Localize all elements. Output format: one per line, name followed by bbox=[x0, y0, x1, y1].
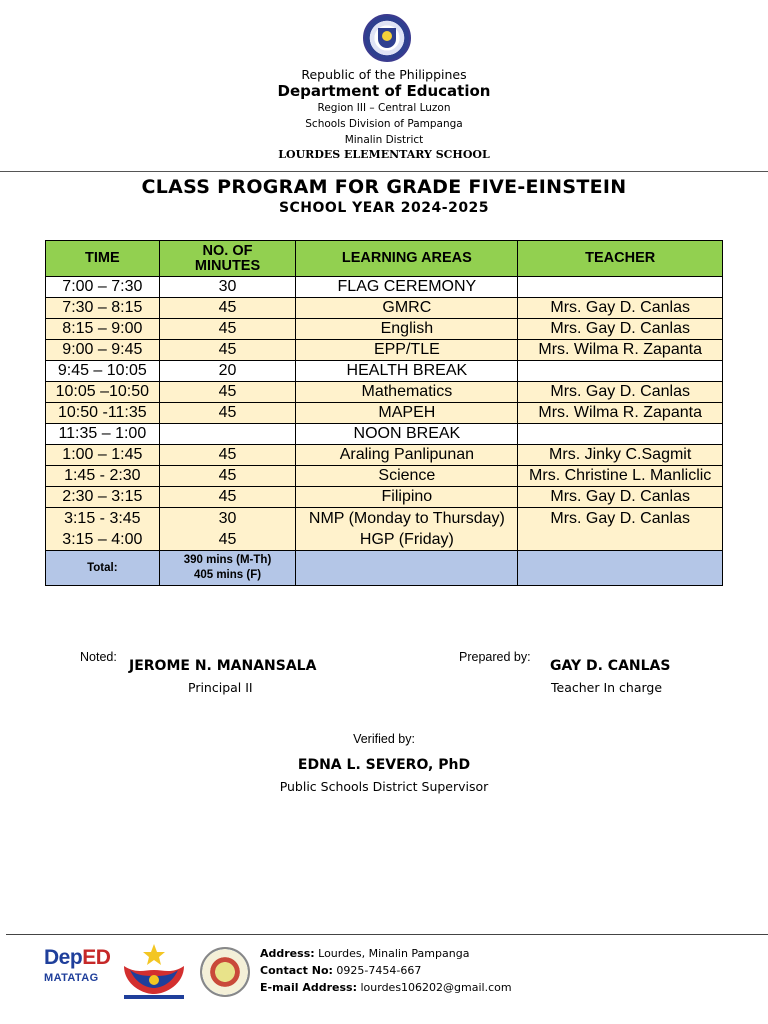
minutes-cell: 45 bbox=[159, 445, 296, 466]
learning-area-cell-line2: HGP (Friday) bbox=[359, 531, 454, 548]
contact-label: Contact No: bbox=[260, 964, 333, 977]
time-cell bbox=[46, 508, 160, 551]
teacher-cell: Mrs. Wilma R. Zapanta bbox=[518, 403, 723, 424]
email-label: E-mail Address: bbox=[260, 981, 357, 994]
verified-role: Public Schools District Supervisor bbox=[279, 779, 489, 794]
total-empty-cell bbox=[296, 551, 518, 586]
footer-email bbox=[260, 981, 512, 994]
teacher-cell bbox=[518, 508, 723, 551]
school-seal-icon bbox=[200, 947, 250, 997]
time-cell: 2:30 – 3:15 bbox=[46, 487, 160, 508]
learning-area-cell: FLAG CEREMONY bbox=[296, 277, 518, 298]
teacher-cell: Mrs. Wilma R. Zapanta bbox=[518, 340, 723, 361]
table-header-row bbox=[46, 241, 723, 277]
table-row bbox=[46, 340, 723, 361]
minutes-cell: 45 bbox=[159, 382, 296, 403]
table-row bbox=[46, 361, 723, 382]
learning-area-cell: NOON BREAK bbox=[296, 424, 518, 445]
minutes-cell: 30 bbox=[159, 277, 296, 298]
col-header-teacher: TEACHER bbox=[518, 241, 723, 277]
footer-address bbox=[260, 947, 469, 960]
noted-name: JEROME N. MANANSALA bbox=[129, 658, 317, 674]
learning-area-cell: Filipino bbox=[296, 487, 518, 508]
learning-area-cell: English bbox=[296, 319, 518, 340]
teacher-cell: Mrs. Christine L. Manliclic bbox=[518, 466, 723, 487]
table-total-row bbox=[46, 551, 723, 586]
teacher-cell: Mrs. Gay D. Canlas bbox=[518, 487, 723, 508]
footer-divider bbox=[6, 934, 768, 935]
page-subtitle: SCHOOL YEAR 2024-2025 bbox=[278, 200, 490, 216]
time-cell: 8:15 – 9:00 bbox=[46, 319, 160, 340]
header-division: Schools Division of Pampanga bbox=[305, 118, 463, 130]
deped-logo-dep: Dep bbox=[44, 946, 83, 969]
learning-area-cell-line1: NMP (Monday to Thursday) bbox=[308, 510, 505, 527]
minutes-cell: 45 bbox=[159, 319, 296, 340]
table-row bbox=[46, 445, 723, 466]
header-school: LOURDES ELEMENTARY SCHOOL bbox=[278, 148, 490, 161]
deped-seal-icon bbox=[363, 14, 411, 62]
deped-logo-ed: ED bbox=[82, 946, 111, 969]
minutes-cell: 45 bbox=[159, 403, 296, 424]
table-row bbox=[46, 277, 723, 298]
minutes-cell-line2: 45 bbox=[218, 531, 237, 548]
teacher-cell-line1: Mrs. Gay D. Canlas bbox=[550, 510, 690, 527]
bagong-pilipinas-logo-icon bbox=[118, 940, 190, 1000]
deped-logo-matatag: MATATAG bbox=[44, 972, 99, 984]
learning-area-cell: GMRC bbox=[296, 298, 518, 319]
minutes-cell: 45 bbox=[159, 466, 296, 487]
verified-name: EDNA L. SEVERO, PhD bbox=[297, 757, 471, 773]
deped-matatag-logo bbox=[44, 946, 118, 984]
time-cell: 7:30 – 8:15 bbox=[46, 298, 160, 319]
footer-contact bbox=[260, 964, 421, 977]
time-cell: 11:35 – 1:00 bbox=[46, 424, 160, 445]
table-row bbox=[46, 382, 723, 403]
time-cell-line2: 3:15 – 4:00 bbox=[62, 531, 143, 548]
time-cell: 7:00 – 7:30 bbox=[46, 277, 160, 298]
teacher-cell bbox=[518, 361, 723, 382]
noted-role: Principal II bbox=[188, 680, 253, 695]
total-empty-cell bbox=[518, 551, 723, 586]
teacher-cell: Mrs. Gay D. Canlas bbox=[518, 319, 723, 340]
total-line1: 390 mins (M-Th) bbox=[183, 554, 272, 566]
minutes-cell bbox=[159, 424, 296, 445]
header-country: Republic of the Philippines bbox=[301, 67, 467, 82]
time-cell: 1:45 - 2:30 bbox=[46, 466, 160, 487]
address-value: Lourdes, Minalin Pampanga bbox=[318, 947, 470, 960]
time-cell-line1: 3:15 - 3:45 bbox=[64, 510, 141, 527]
learning-area-cell: Araling Panlipunan bbox=[296, 445, 518, 466]
prepared-name: GAY D. CANLAS bbox=[550, 658, 671, 674]
learning-area-cell: HEALTH BREAK bbox=[296, 361, 518, 382]
col-header-minutes: NO. OF MINUTES bbox=[159, 241, 296, 277]
minutes-cell: 45 bbox=[159, 487, 296, 508]
prepared-role: Teacher In charge bbox=[551, 680, 663, 695]
header-district: Minalin District bbox=[344, 134, 424, 146]
minutes-cell bbox=[159, 508, 296, 551]
table-row bbox=[46, 487, 723, 508]
col-header-time: TIME bbox=[46, 241, 160, 277]
table-row bbox=[46, 424, 723, 445]
col-header-learning-areas: LEARNING AREAS bbox=[296, 241, 518, 277]
class-program-table bbox=[45, 240, 723, 586]
total-line2: 405 mins (F) bbox=[193, 569, 262, 581]
email-value: lourdes106202@gmail.com bbox=[360, 981, 512, 994]
address-label: Address: bbox=[260, 947, 315, 960]
total-minutes-cell bbox=[159, 551, 296, 586]
header-divider bbox=[0, 171, 768, 172]
teacher-cell bbox=[518, 424, 723, 445]
teacher-cell: Mrs. Jinky C.Sagmit bbox=[518, 445, 723, 466]
learning-area-cell: Mathematics bbox=[296, 382, 518, 403]
teacher-cell bbox=[518, 277, 723, 298]
noted-label: Noted: bbox=[80, 650, 117, 664]
time-cell: 9:00 – 9:45 bbox=[46, 340, 160, 361]
time-cell: 9:45 – 10:05 bbox=[46, 361, 160, 382]
time-cell: 10:05 –10:50 bbox=[46, 382, 160, 403]
table-row bbox=[46, 298, 723, 319]
header-department: Department of Education bbox=[277, 82, 491, 100]
time-cell: 1:00 – 1:45 bbox=[46, 445, 160, 466]
learning-area-cell: EPP/TLE bbox=[296, 340, 518, 361]
table-row bbox=[46, 319, 723, 340]
minutes-cell: 45 bbox=[159, 340, 296, 361]
minutes-cell-line1: 30 bbox=[218, 510, 237, 527]
verified-label: Verified by: bbox=[353, 732, 415, 746]
total-label-cell: Total: bbox=[46, 551, 160, 586]
table-row bbox=[46, 403, 723, 424]
learning-area-cell: MAPEH bbox=[296, 403, 518, 424]
minutes-cell: 20 bbox=[159, 361, 296, 382]
header-region: Region III – Central Luzon bbox=[317, 102, 451, 114]
page-title: CLASS PROGRAM FOR GRADE FIVE-EINSTEIN bbox=[141, 176, 627, 198]
table-row bbox=[46, 508, 723, 551]
prepared-label: Prepared by: bbox=[459, 650, 531, 664]
contact-value: 0925-7454-667 bbox=[336, 964, 422, 977]
learning-area-cell bbox=[296, 508, 518, 551]
learning-area-cell: Science bbox=[296, 466, 518, 487]
minutes-cell: 45 bbox=[159, 298, 296, 319]
time-cell: 10:50 -11:35 bbox=[46, 403, 160, 424]
table-row bbox=[46, 466, 723, 487]
teacher-cell: Mrs. Gay D. Canlas bbox=[518, 382, 723, 403]
teacher-cell: Mrs. Gay D. Canlas bbox=[518, 298, 723, 319]
